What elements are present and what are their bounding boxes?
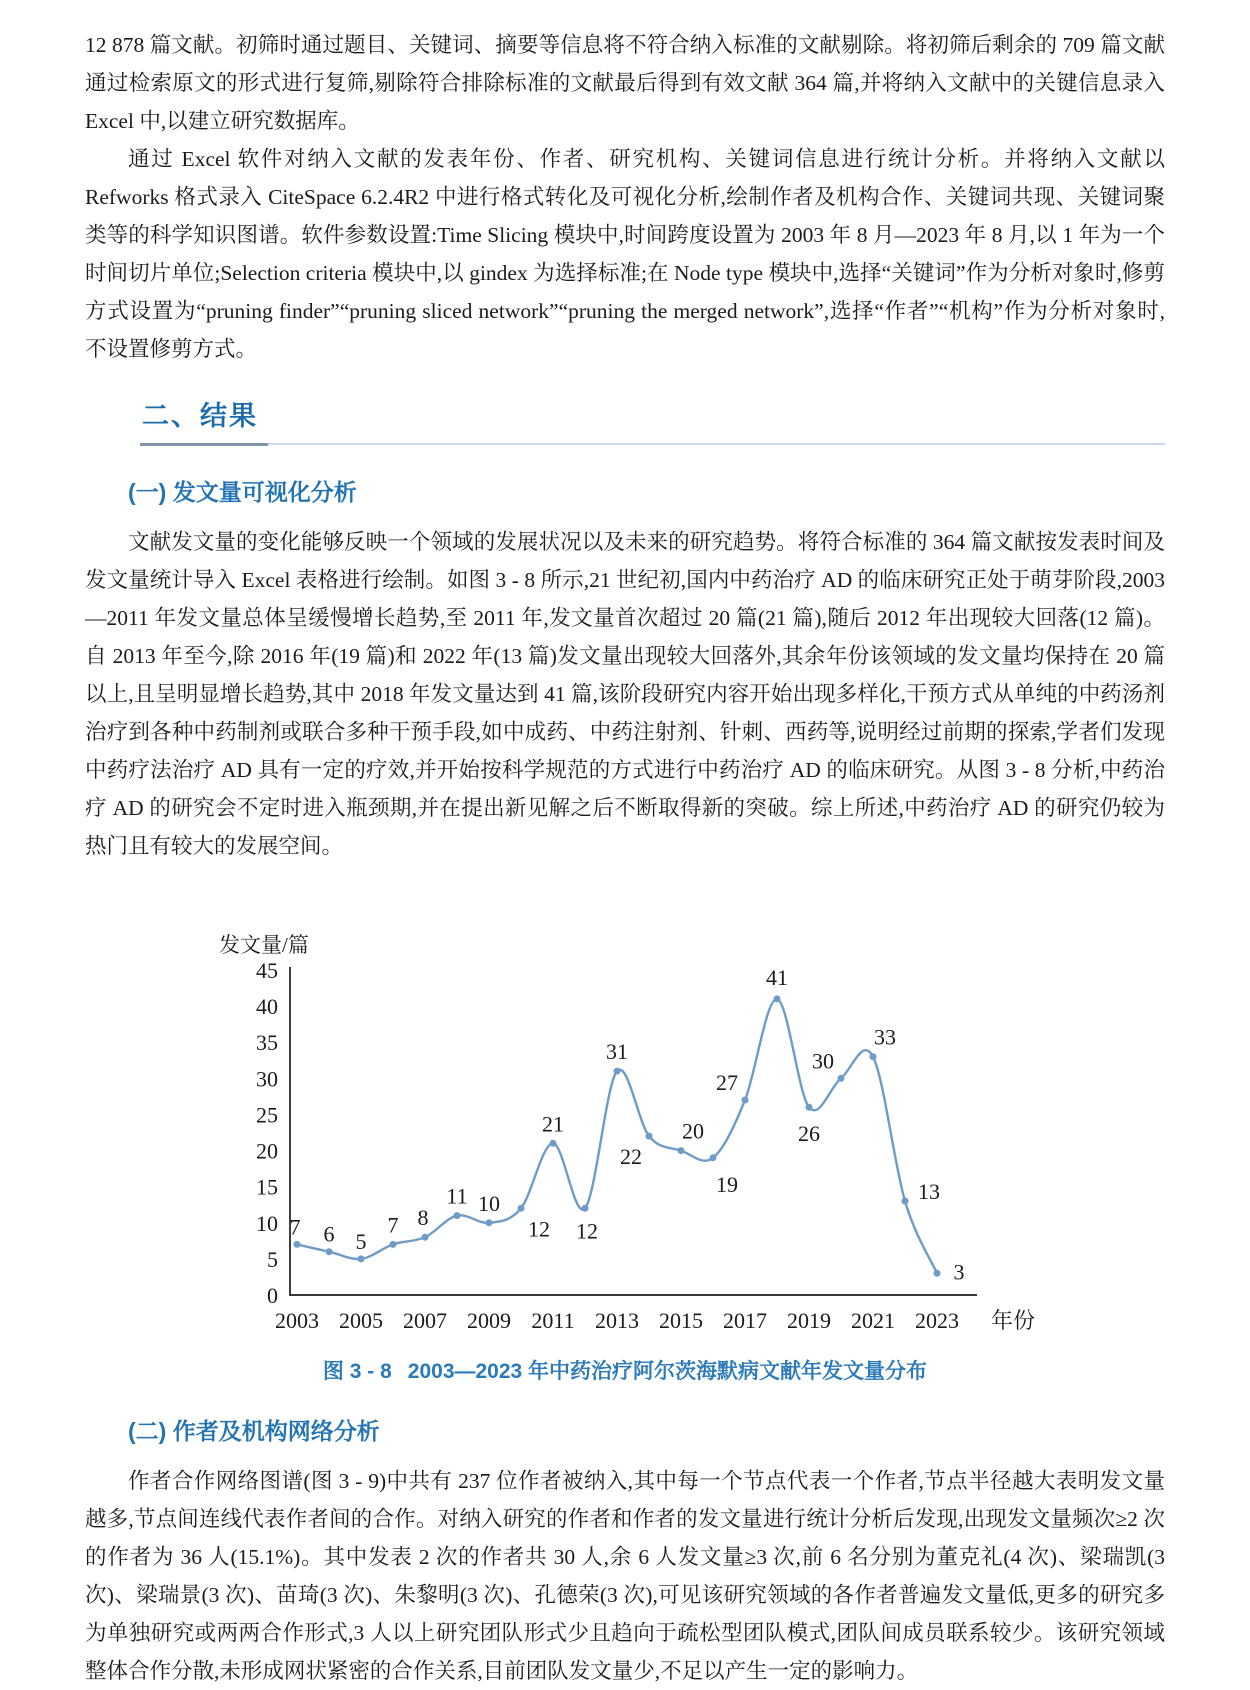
svg-text:3: 3 <box>953 1259 965 1285</box>
subheading-author-network: (二) 作者及机构网络分析 <box>128 1418 380 1444</box>
svg-text:7: 7 <box>387 1212 399 1238</box>
svg-text:2017: 2017 <box>723 1308 767 1333</box>
svg-text:45: 45 <box>256 958 278 983</box>
svg-text:27: 27 <box>716 1070 738 1095</box>
svg-text:2009: 2009 <box>467 1308 511 1333</box>
paragraph-screening: 12 878 篇文献。初筛时通过题目、关键词、摘要等信息将不符合纳入标准的文献剔除。将初筛后剩余的 709 篇文献通过检索原文的形式进行复筛,剔除符合排除标准的文献最后得到有效文献 364 篇,并将纳入文献中的关键信息录入 Excel 中,以建立研究数据库。 <box>85 33 1165 133</box>
svg-text:0: 0 <box>267 1283 278 1308</box>
svg-text:20: 20 <box>682 1118 704 1144</box>
svg-text:25: 25 <box>256 1102 278 1128</box>
svg-text:30: 30 <box>812 1048 834 1074</box>
svg-text:40: 40 <box>256 994 278 1020</box>
svg-text:12: 12 <box>576 1218 598 1244</box>
svg-text:2003: 2003 <box>275 1308 319 1333</box>
svg-text:5: 5 <box>267 1246 278 1272</box>
svg-text:2015: 2015 <box>659 1308 703 1333</box>
svg-text:20: 20 <box>256 1138 278 1164</box>
subheading-publication-analysis: (一) 发文量可视化分析 <box>128 479 357 505</box>
svg-text:10: 10 <box>478 1190 500 1216</box>
svg-text:30: 30 <box>256 1066 278 1092</box>
svg-text:发文量/篇: 发文量/篇 <box>219 933 309 957</box>
section-heading-row <box>140 394 1165 446</box>
svg-text:2013: 2013 <box>595 1308 639 1333</box>
svg-text:19: 19 <box>716 1171 738 1197</box>
figure-title: 2003—2023 年中药治疗阿尔茨海默病文献年发文量分布 <box>407 1360 928 1383</box>
svg-text:8: 8 <box>417 1205 429 1231</box>
svg-text:33: 33 <box>874 1024 896 1050</box>
svg-text:2023: 2023 <box>915 1308 959 1333</box>
svg-text:13: 13 <box>918 1179 940 1205</box>
svg-text:11: 11 <box>446 1183 468 1209</box>
paragraph-publication-trend: 文献发文量的变化能够反映一个领域的发展状况以及未来的研究趋势。将符合标准的 364 篇文献按发表时间及发文量统计导入 Excel 表格进行绘制。如图 3 - 8 所示,21 世纪初,国内中药治疗 AD 的临床研究正处于萌芽阶段,2003—2011 年发文量总体呈缓慢增长趋势,至 2011 年,发文量首次超过 20 篇(21 篇),随后 2012 年出现较大回落(12 篇)。自 2013 年至今,除 2016 年(19 篇)和 2022 年(13 篇)发文量出现较大回落外,其余年份该领域的发文量均保持在 20 篇以上,且呈明显增长趋势,其中 2018 年发文量达到 41 篇,该阶段研究内容开始出现多样化,干预方式从单纯的中药汤剂治疗到各种中药制剂或联合多种干预手段,如中成药、中药注射剂、针刺、西药等,说明经过前期的探索,学者们发现中药疗法治疗 AD 具有一定的疗效,并开始按科学规范的方式进行中药治疗 AD 的临床研究。从图 3 - 8 分析,中药治疗 AD 的研究会不定时进入瓶颈期,并在提出新见解之后不断取得新的突破。综上所述,中药治疗 AD 的研究仍较为热门且有较大的发展空间。 <box>85 530 1165 858</box>
svg-text:35: 35 <box>256 1030 278 1056</box>
svg-text:2019: 2019 <box>787 1308 831 1333</box>
svg-text:21: 21 <box>542 1111 564 1137</box>
svg-text:31: 31 <box>606 1039 628 1065</box>
svg-text:7: 7 <box>289 1214 301 1240</box>
svg-text:12: 12 <box>528 1216 550 1242</box>
svg-text:6: 6 <box>323 1221 335 1247</box>
svg-text:2011: 2011 <box>531 1308 575 1333</box>
svg-text:41: 41 <box>766 964 788 990</box>
figure-label: 图 3 - 8 <box>322 1360 392 1383</box>
svg-text:26: 26 <box>798 1121 820 1147</box>
section-heading: 二、结果 <box>140 394 268 446</box>
heading-rule <box>268 443 1165 445</box>
svg-text:22: 22 <box>620 1144 642 1170</box>
svg-text:5: 5 <box>355 1228 367 1254</box>
svg-text:年份: 年份 <box>991 1308 1036 1333</box>
svg-text:2021: 2021 <box>851 1308 895 1333</box>
figure-3-8 <box>85 895 1165 1385</box>
line-chart <box>185 895 1045 1347</box>
svg-text:10: 10 <box>256 1210 278 1236</box>
figure-caption <box>85 1355 1165 1385</box>
svg-text:2005: 2005 <box>339 1308 383 1333</box>
paragraph-methods: 通过 Excel 软件对纳入文献的发表年份、作者、研究机构、关键词信息进行统计分析。并将纳入文献以 Refworks 格式录入 CiteSpace 6.2.4R2 中进行格式转化及可视化分析,绘制作者及机构合作、关键词共现、关键词聚类等的科学知识图谱。软件参数设置:Time Slicing 模块中,时间跨度设置为 2003 年 8 月—2023 年 8 月,以 1 年为一个时间切片单位;Selection criteria 模块中,以 gindex 为选择标准;在 Node type 模块中,选择“关键词”作为分析对象时,修剪方式设置为“pruning finder”“pruning sliced network”“pruning the merged network”,选择“作者”“机构”作为分析对象时,不设置修剪方式。 <box>85 147 1165 361</box>
svg-text:15: 15 <box>256 1174 278 1200</box>
paragraph-author-network: 作者合作网络图谱(图 3 - 9)中共有 237 位作者被纳入,其中每一个节点代表一个作者,节点半径越大表明发文量越多,节点间连线代表作者间的合作。对纳入研究的作者和作者的发文量进行统计分析后发现,出现发文量频次≥2 次的作者为 36 人(15.1%)。其中发表 2 次的作者共 30 人,余 6 人发文量≥3 次,前 6 名分别为董克礼(4 次)、梁瑞凯(3 次)、梁瑞景(3 次)、苗琦(3 次)、朱黎明(3 次)、孔德荣(3 次),可见该研究领域的各作者普遍发文量低,更多的研究多为单独研究或两两合作形式,3 人以上研究团队形式少且趋向于疏松型团队模式,团队间成员联系较少。该研究领域整体合作分散,未形成网状紧密的合作关系,目前团队发文量少,不足以产生一定的影响力。 <box>85 1469 1165 1683</box>
svg-text:2007: 2007 <box>403 1308 447 1333</box>
